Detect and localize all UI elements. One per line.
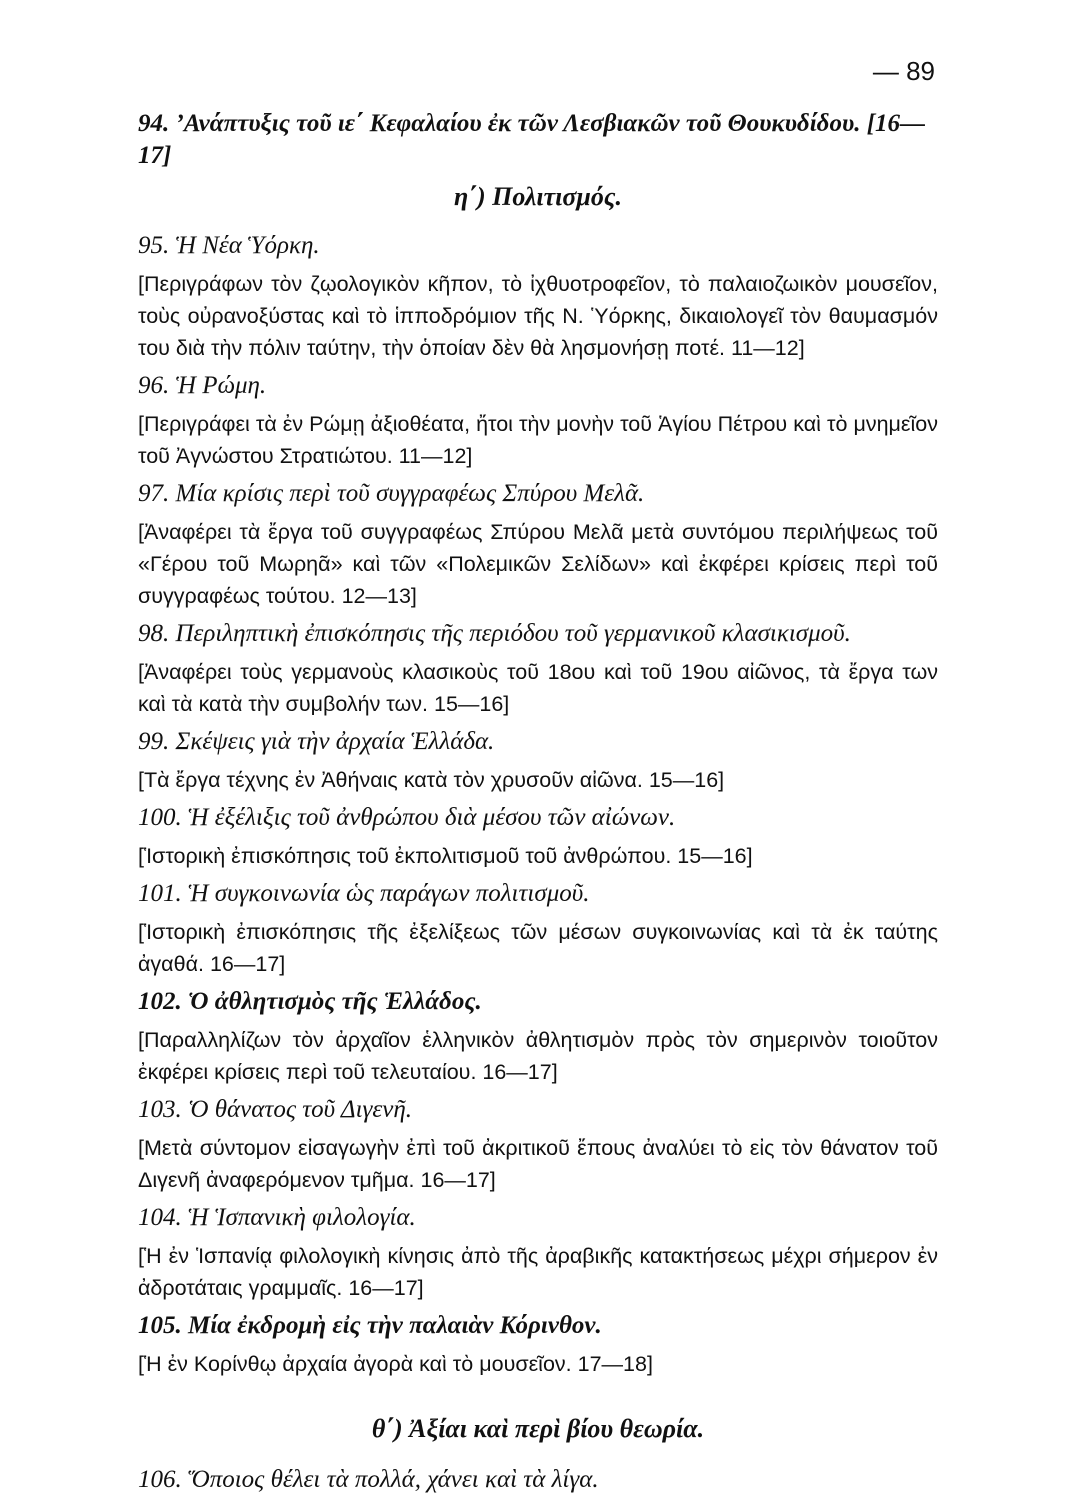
item-title: 99. Σκέψεις γιὰ τὴν ἀρχαία Ἑλλάδα. [138,728,495,755]
item-title: 94. ’Ανάπτυξις τοῦ ιε΄ Κεφαλαίου ἐκ τῶν Λεσβιακῶν τοῦ Θουκυδίδου. [16—17] [138,110,926,169]
item-description: [Ἀναφέρει τοὺς γερμανοὺς κλασικοὺς τοῦ 18ου καὶ τοῦ 19ου αἰῶνος, τὰ ἔργα των καὶ τὰ κατὰ τὴν συμβολήν των. 15—16] [138,660,938,716]
page-number: — 89 [872,56,935,86]
item-title: 105. Μία ἐκδρομὴ εἰς τὴν παλαιὰν Κόρινθον. [138,1312,602,1339]
item-title: 102. Ὁ ἀθλητισμὸς τῆς Ἑλλάδος. [138,988,482,1015]
item-description: [Ἀναφέρει τὰ ἔργα τοῦ συγγραφέως Σπύρου Μελᾶ μετὰ συντόμου περιλήψεως τοῦ «Γέρου τοῦ Μωρηᾶ» καὶ τῶν «Πολεμικῶν Σελίδων» καὶ ἐκφέρει κρίσεις περὶ τοῦ συγγραφέως τούτου. 12—13] [138,520,938,608]
item-description: [Ἡ ἐν Κορίνθῳ ἀρχαία ἀγορὰ καὶ τὸ μουσεῖον. 17—18] [138,1352,653,1376]
item-title: 95. Ἡ Νέα Ὑόρκη. [138,232,320,259]
item-description: [Περιγράφει τὰ ἐν Ρώμῃ ἀξιοθέατα, ἤτοι τὴν μονὴν τοῦ Ἁγίου Πέτρου καὶ τὸ μνημεῖον τοῦ Ἀγνώστου Στρατιώτου. 11—12] [138,412,938,468]
document-body [138,108,938,1502]
item-title: 104. Ἡ Ἱσπανικὴ φιλολογία. [138,1204,416,1231]
item-title: 97. Μία κρίσις περὶ τοῦ συγγραφέως Σπύρου Μελᾶ. [138,480,645,507]
section-heading-eta: η΄) Πολιτισμός. [454,182,622,211]
item-description: [Παραλληλίζων τὸν ἀρχαῖον ἑλληνικὸν ἀθλητισμὸν πρὸς τὸν σημερινὸν τοιοῦτον ἐκφέρει κρίσεις περὶ τοῦ τελευταίου. 16—17] [138,1028,938,1084]
section-heading-theta: θ΄) Ἀξίαι καὶ περὶ βίου θεωρία. [371,1414,705,1443]
item-description: [Ἱστορικὴ ἐπισκόπησις τοῦ ἐκπολιτισμοῦ τοῦ ἀνθρώπου. 15—16] [138,844,753,868]
item-title: 101. Ἡ συγκοινωνία ὡς παράγων πολιτισμοῦ. [138,880,590,907]
item-description: [Ἡ ἐν Ἱσπανίᾳ φιλολογικὴ κίνησις ἀπὸ τῆς ἀραβικῆς κατακτήσεως μέχρι σήμερον ἐν ἀδροτάταις γραμμαῖς. 16—17] [138,1244,938,1300]
item-description: [Περιγράφων τὸν ζῳολογικὸν κῆπον, τὸ ἰχθυοτροφεῖον, τὸ παλαιοζωικὸν μουσεῖον, τοὺς οὐρανοξύστας καὶ τὸ ἱπποδρόμιον τῆς Ν. Ὑόρκης, δικαιολογεῖ τὸν θαυμασμόν του διὰ τὴν πόλιν ταύτην, τὴν ὁποίαν δὲν θὰ λησμονήσῃ ποτέ. 11—12] [138,272,938,360]
item-description: [Μετὰ σύντομον εἰσαγωγὴν ἐπὶ τοῦ ἀκριτικοῦ ἔπους ἀναλύει τὸ εἰς τὸν θάνατον τοῦ Διγενῆ ἀναφερόμενον τμῆμα. 16—17] [138,1136,938,1192]
item-title: 103. Ὁ θάνατος τοῦ Διγενῆ. [138,1096,412,1123]
item-title: 98. Περιληπτικὴ ἐπισκόπησις τῆς περιόδου τοῦ γερμανικοῦ κλασικισμοῦ. [138,620,851,647]
item-title: 106. Ὅποιος θέλει τὰ πολλά, χάνει καὶ τὰ λίγα. [138,1466,599,1493]
item-title: 100. Ἡ ἐξέλιξις τοῦ ἀνθρώπου διὰ μέσου τῶν αἰώνων. [138,804,676,831]
item-description: [Τὰ ἔργα τέχνης ἐν Ἀθήναις κατὰ τὸν χρυσοῦν αἰῶνα. 15—16] [138,768,725,792]
item-title: 96. Ἡ Ρώμη. [138,372,267,399]
item-description: [Ἱστορικὴ ἐπισκόπησις τῆς ἐξελίξεως τῶν μέσων συγκοινωνίας καὶ τὰ ἐκ ταύτης ἀγαθά. 16—17] [138,920,938,976]
